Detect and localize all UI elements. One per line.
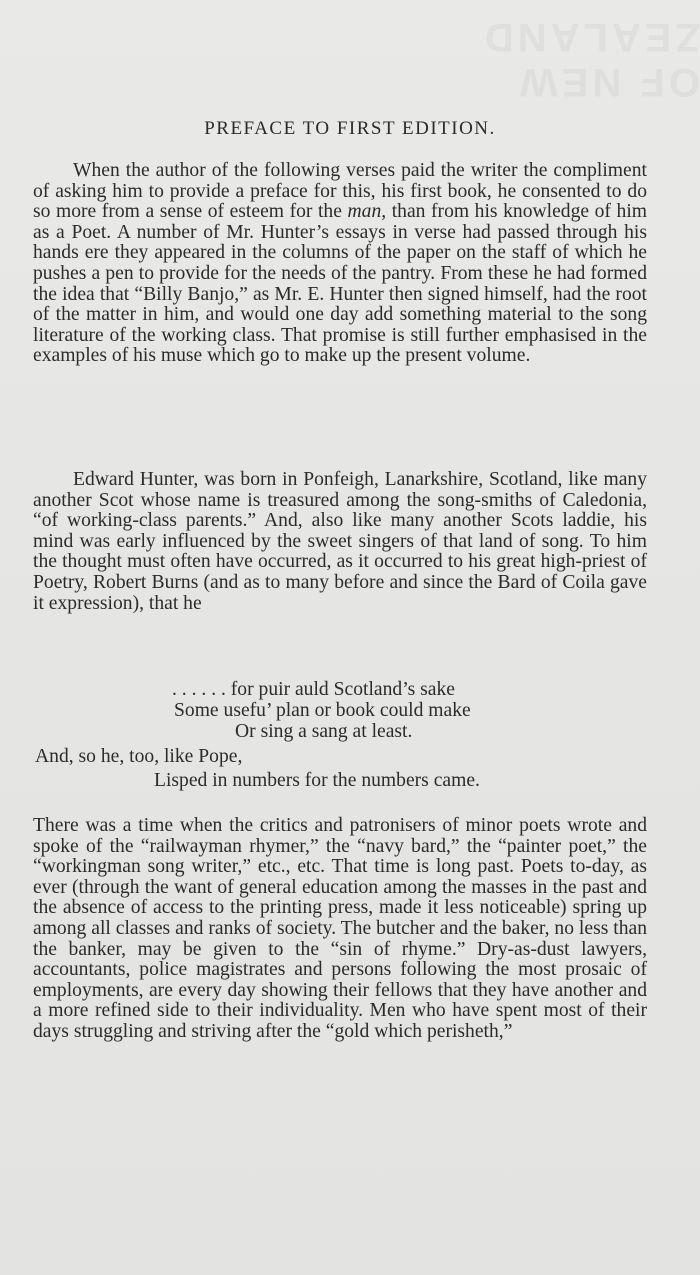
paragraph-4 <box>33 816 647 1043</box>
verse-line-3: Or sing a sang at least. <box>235 721 413 742</box>
paragraph-1-text-a: When the author of the following verses paid the writer the compliment of asking him to provide a preface for this, his first book, he consented to do so more from a sense of esteem for the <box>33 160 647 223</box>
paragraph-4-text: There was a time when the critics and patronisers of minor poets wrote and spoke of the “railwayman rhymer,” the “navy bard,” the “painter poet,” the “workingman song writer,” etc., etc. That time is long past. Poets to-day, as ever (through the want of general education among the masses in the past and the absence of access to the printing press, made it less noticeable) spring up among all classes and ranks of society. The butcher and the baker, no less than the banker, may be given to the “sin of rhyme.” Dry-as-dust lawyers, accountants, police magistrates and persons following the most prosaic of employments, are every day showing their fellows that they have another and a more refined side to their individuality. Men who have spent most of their days struggling and striving after the “gold which perisheth,” <box>33 815 647 1042</box>
paragraph-1-emphasis: man, <box>347 201 387 223</box>
bleed-through-text: OF NEW ZEALAND <box>480 15 700 104</box>
paragraph-1 <box>33 161 647 367</box>
paragraph-2 <box>33 470 647 614</box>
paragraph-2-text: Edward Hunter, was born in Ponfeigh, Lanarkshire, Scotland, like many another Scot whose name is treasured among the song-smiths of Caledonia, “of working-class parents.” And, also like many another Scots laddie, his mind was early influenced by the sweet singers of that land of song. To him the thought must often have occurred, as it occurred to his great high-priest of Poetry, Robert Burns (and as to many before and since the Bard of Coila gave it expression), that he <box>33 469 647 614</box>
verse-quote-pope: Lisped in numbers for the numbers came. <box>154 770 480 791</box>
paragraph-3: And, so he, too, like Pope, <box>35 746 243 767</box>
page-title: PREFACE TO FIRST EDITION. <box>204 118 496 139</box>
verse-line-2: Some usefu’ plan or book could make <box>174 700 471 721</box>
verse-line-1: . . . . . . for puir auld Scotland’s sake <box>172 679 455 700</box>
paragraph-1-text-b: than from his knowledge of him as a Poet. A number of Mr. Hunter’s essays in verse had passed through his hands ere they appeared in the columns of the paper on the staff of which he pushes a pen to provide for the needs of the pantry. From these he had formed the idea that “Billy Banjo,” as Mr. E. Hunter then signed himself, had the root of the matter in him, and would one day add something material to the song literature of the working class. That promise is still further emphasised in the examples of his muse which go to make up the present volume. <box>33 201 648 367</box>
